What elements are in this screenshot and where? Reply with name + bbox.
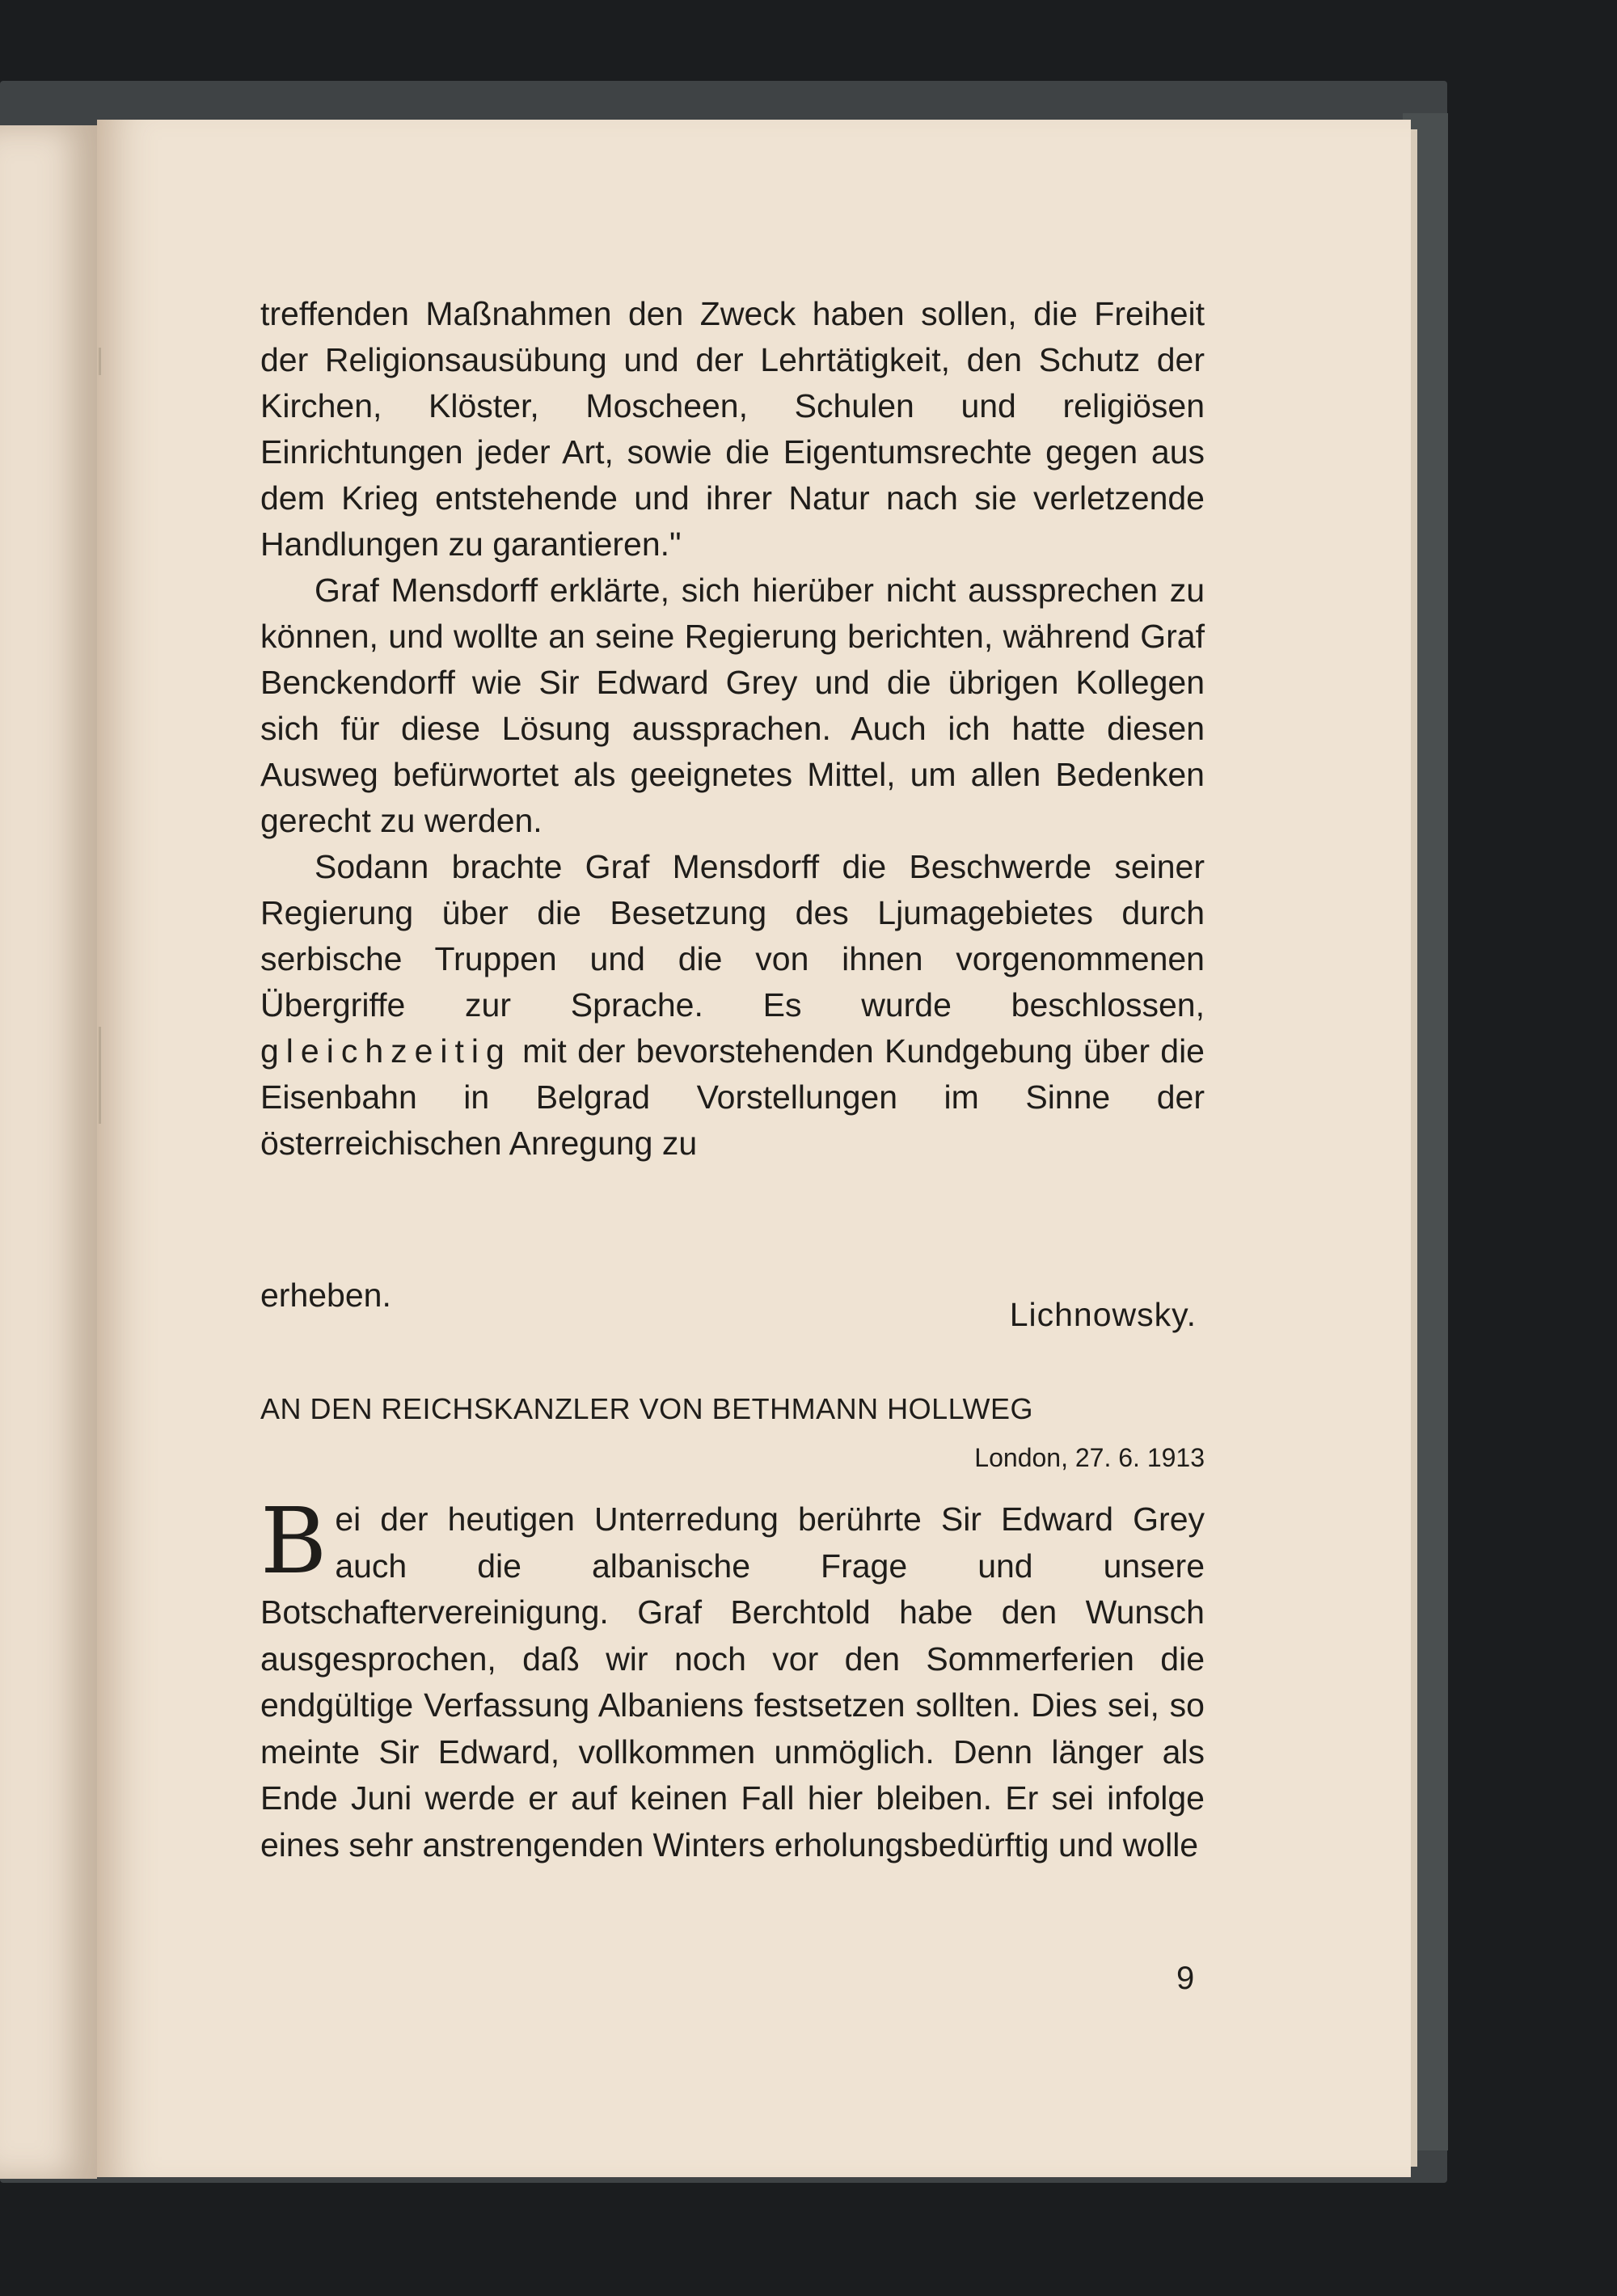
body-text [260,291,1205,1167]
paragraph-3-start: Sodann brachte Graf Mensdorff die Beschwerde seiner Regierung über die Besetzung des Ljumagebietes durch serbische Truppen und die von ihnen vorgenommenen Übergriffe zur Sprache. Es wurde beschlossen, [260,848,1205,1023]
margin-mark [99,348,101,375]
closing-word: erheben. [260,1277,391,1314]
letter-dateline: London, 27. 6. 1913 [974,1443,1205,1472]
paragraph-1: treffenden Maßnahmen den Zweck haben sollen, die Freiheit der Religionsausübung und der Lehrtätigkeit, den Schutz der Kirchen, Klöster, Moscheen, Schulen und religiösen Einrichtungen jeder Art, sowie die Eigentumsrechte gegen aus dem Krieg entstehende und ihrer Natur nach sie verletzende Handlungen zu garantieren." [260,295,1205,563]
page-number: 9 [1176,1960,1195,1996]
closing-line [260,1277,1205,1374]
left-page-edge [0,125,97,2179]
margin-mark [99,1027,101,1124]
paragraph-3 [260,844,1205,1167]
letter-text: ei der heutigen Unterredung berührte Sir Edward Grey auch die albanische Frage und unsere Botschaftervereinigung. Graf Berchtold habe den Wunsch ausgesprochen, daß wir noch vor den Sommerferien die endgültige Verfassung Albaniens festsetzen sollten. Dies sei, so meinte Sir Edward, vollkommen unmöglich. Denn länger als Ende Juni werde er auf keinen Fall hier bleiben. Er sei infolge eines sehr anstrengenden Winters erholungsbedürftig und wolle [260,1500,1205,1863]
spaced-word: gleichzeitig [260,1032,512,1070]
letter-paragraph [260,1489,1205,1868]
letter-heading: AN DEN REICHSKANZLER VON BETHMANN HOLLWEG [260,1392,1033,1425]
paragraph-3-end: mit der bevorstehenden Kundgebung über die Eisenbahn in Belgrad Vorstellungen im Sinne der österreichischen Anregung zu [260,1032,1205,1162]
drop-cap: B [260,1489,327,1594]
paragraph-2: Graf Mensdorff erklärte, sich hierüber nicht aussprechen zu können, und wollte an seine Regierung berichten, während Graf Benckendorff wie Sir Edward Grey und die übrigen Kollegen sich für diese Lösung aussprachen. Auch ich hatte diesen Ausweg befürwortet als geeignetes Mittel, um allen Bedenken gerecht zu werden. [260,572,1205,839]
letter-body [260,1489,1205,1868]
page-stack [1411,129,1417,2167]
signature: Lichnowsky. [1009,1296,1197,1333]
